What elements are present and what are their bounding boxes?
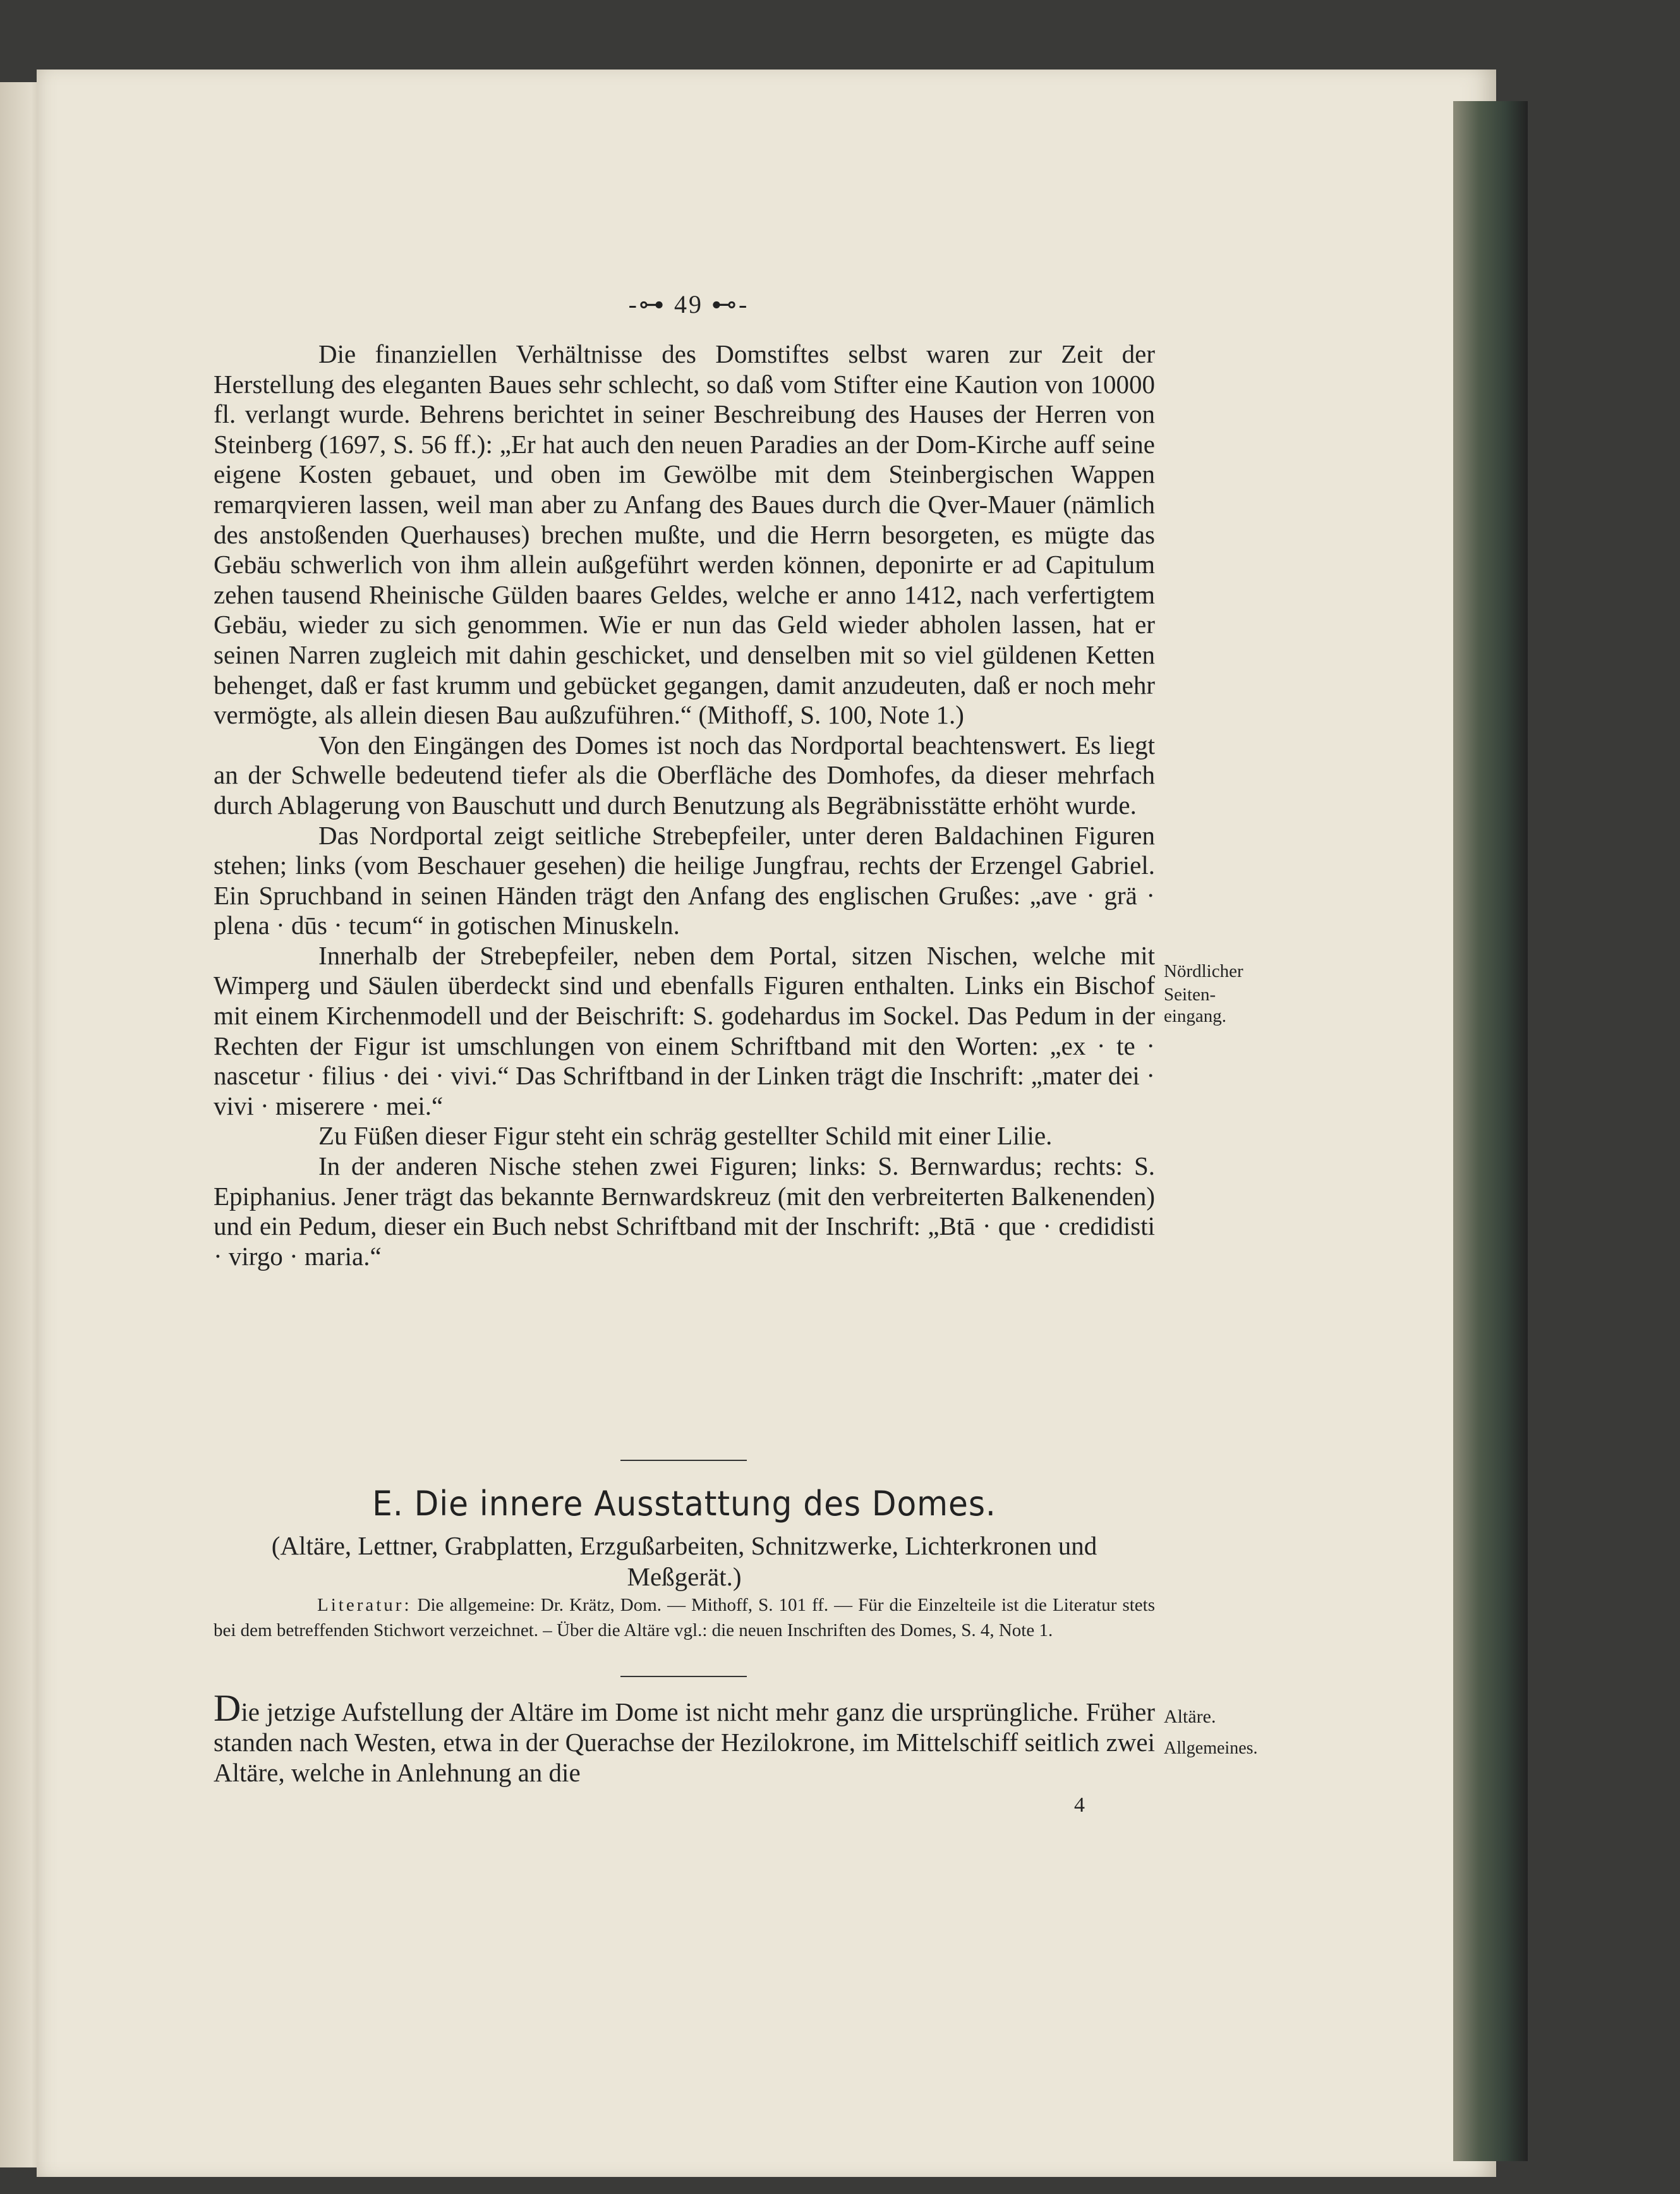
literature-text: Die allgemeine: Dr. Krätz, Dom. — Mithoff, S. 101 ff. — Für die Einzelteile ist die Literatur stets bei dem betreffenden Stichwort verzeichnet. – Über die Altäre vgl.: die neuen Inschriften des Domes, S. 4, Note 1. [214,1595,1155,1640]
paragraph-3: Das Nordportal zeigt seitliche Strebepfeiler, unter deren Baldachinen Figuren stehen; links (vom Beschauer gesehen) die heilige Jungfrau, rechts der Erzengel Gabriel. Ein Spruchband in seinen Händen trägt den Anfang des englischen Grußes: „ave · grä · plena · dūs · tecum“ in gotischen Minuskeln. [214,820,1155,940]
final-paragraph [214,1687,1155,1788]
literature-label: Literatur: [317,1595,412,1615]
margin-note-altare: Altäre. [1164,1706,1216,1727]
body-text [214,339,1155,1271]
signature-mark: 4 [1074,1793,1085,1817]
margin-note-allgemeines: Allgemeines. [1164,1738,1258,1758]
margin-note-eingang: eingang. [1164,1006,1227,1026]
section-divider-bottom [620,1676,747,1677]
literature-paragraph [214,1592,1155,1643]
section-divider-top [620,1460,747,1461]
section-title: E. Die innere Ausstattung des Domes. [372,1484,996,1524]
paragraph-6: In der anderen Nische stehen zwei Figuren; links: S. Bernwardus; rechts: S. Epiphanius. Jener trägt das bekannte Bernwardskreuz (mit den verbreiterten Balkenenden) und ein Pedum, dieser ein Buch nebst Schriftband mit der Inschrift: „Btā · que · credidisti · virgo · maria.“ [214,1151,1155,1271]
page-number-header: -⊶ 49 ⊷- [628,290,749,318]
closing-paragraph [214,1687,1155,1788]
margin-note-seiten: Seiten- [1164,985,1216,1005]
book-binding [1453,101,1528,2161]
paragraph-1: Die finanziellen Verhältnisse des Domstiftes selbst waren zur Zeit der Herstellung des eleganten Baues sehr schlecht, so daß vom Stifter eine Kaution von 10000 fl. verlangt wurde. Behrens berichtet in seiner Beschreibung des Hauses der Herren von Steinberg (1697, S. 56 ff.): „Er hat auch den neuen Paradies an der Dom-Kirche auff seine eigene Kosten gebauet, und oben im Gewölbe mit dem Steinbergischen Wappen remarqvieren lassen, weil man aber zu Anfang des Baues durch die Qver-Mauer (nämlich des anstoßenden Querhauses) brechen mußte, und die Herrn besorgeten, es mügte das Gebäu schwerlich von ihm allein außgeführt werden können, deponirte er ad Capitulum zehen tausend Rheinische Gülden baares Geldes, welche er anno 1412, nach verfertigtem Gebäu, wieder zu sich genommen. Wie er nun das Geld wieder abholen lassen, hat er seinen Narren zugleich mit dahin geschicket, und denselben mit so viel güldenen Ketten behenget, daß er fast krumm und gebücket gegangen, damit anzudeuten, daß er noch mehr vermögte, als allein diesen Bau außzuführen.“ (Mithoff, S. 100, Note 1.) [214,339,1155,730]
paragraph-2: Von den Eingängen des Domes ist noch das Nordportal beachtenswert. Es liegt an der Schwelle bedeutend tiefer als die Oberfläche des Domhofes, da dieser mehrfach durch Ablagerung von Bauschutt und durch Benutzung als Begräbnisstätte erhöht wurde. [214,730,1155,820]
drop-cap: D [214,1687,241,1729]
final-text: ie jetzige Aufstellung der Altäre im Dome ist nicht mehr ganz die ursprüngliche. Früher standen nach Westen, etwa in der Querachse der Hezilokrone, im Mittelschiff seitlich zwei Altäre, welche in Anlehnung an die [214,1697,1155,1787]
section-subtitle: (Altäre, Lettner, Grabplatten, Erzgußarbeiten, Schnitzwerke, Lichterkronen und Meßgerät.) [271,1531,1097,1591]
paragraph-4: Innerhalb der Strebepfeiler, neben dem Portal, sitzen Nischen, welche mit Wimperg und Säulen überdeckt sind und ebenfalls Figuren enthalten. Links ein Bischof mit einem Kirchenmodell und der Beischrift: S. godehardus im Sockel. Das Pedum in der Rechten der Figur ist umschlungen von einem Schriftband mit den Worten: „ex · te · nascetur · filius · dei · vivi.“ Das Schriftband in der Linken trägt die Inschrift: „mater dei · vivi · miserere · mei.“ [214,940,1155,1120]
margin-note-nordlicher: Nördlicher [1164,961,1243,981]
literature-note [214,1592,1155,1643]
paragraph-5: Zu Füßen dieser Figur steht ein schräg gestellter Schild mit einer Lilie. [318,1121,1053,1151]
